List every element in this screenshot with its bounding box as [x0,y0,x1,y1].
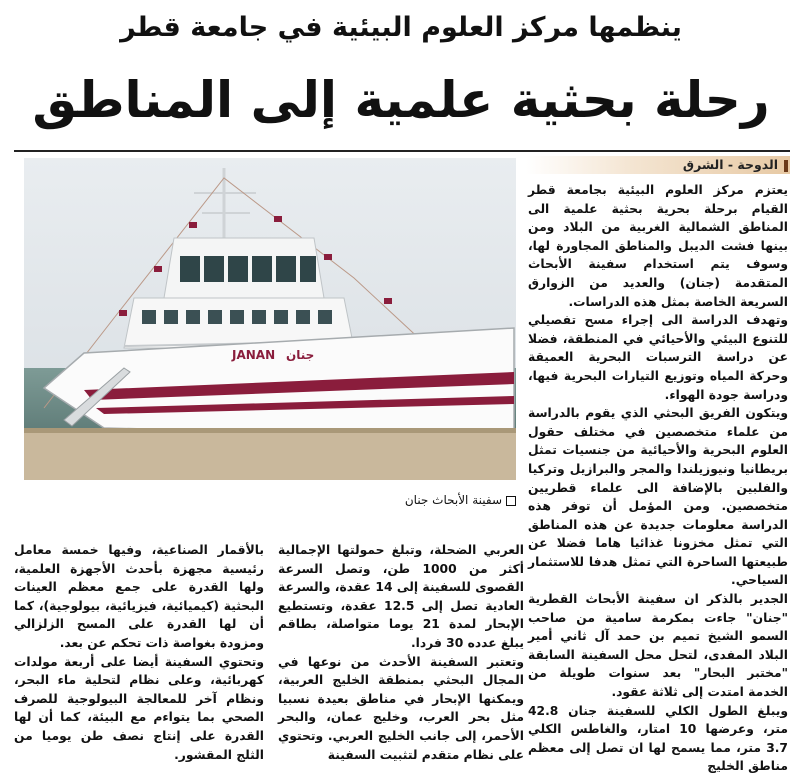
photo-caption [330,492,516,508]
paragraph: ويبلغ الطول الكلي للسفينة جنان 42.8 متر، وعرضها 10 امتار، والغاطس الكلي 3.7 متر، مما يسمح لها ان تصل إلى معظم مناطق الخليج [528,703,788,774]
paragraph: وتحتوي السفينة أيضا على أربعة مولدات كهربائية، وعلى نظام لتحلية ماء البحر، ونظام آخر للمعالجة البيولوجية للصرف الصحي بما يتواءم مع البيئة، كما أن لها القدرة على إنتاج نصف طن يوميا من الثلج المقشور. [14,654,264,762]
paragraph: وتهدف الدراسة الى إجراء مسح تفصيلي للتنوع البيئي والأحيائي في المنطقة، فضلا عن دراسة الترسبات البحرية العميقة وحركة المياه وتوزيع التيارات البحرية فيها، ودراسة جودة الهواء. [528,313,788,402]
ship-name-en: JANAN [232,348,276,362]
dateline-mark [784,160,788,172]
paragraph: العربي الضحلة، وتبلغ حمولتها الإجمالية أكثر من 1000 طن، وتصل السرعة القصوى للسفينة إلى 14 عقدة، والسرعة العادية تصل إلى 12.5 عقدة، وتستطيع الإبحار لمدة 21 يوما متواصلة، بطاقم يبلغ عدده 30 فردا. [278,543,524,650]
kicker-subtitle: ينظمها مركز العلوم البيئية في جامعة قطر [120,12,682,43]
caption-text: سفينة الأبحاث جنان [404,493,502,507]
article-column-2 [278,541,524,762]
paragraph: الجدير بالذكر ان سفينة الأبحاث القطرية "جنان" جاءت بمكرمة سامية من صاحب السمو الشيخ تميم بن حمد آل ثاني أمير البلاد المفدى، لتحل محل السفينة السابقة "مختبر البحار" بعد سنوات طويلة من الخدمة امتدت إلى ثلاثة عقود. [528,592,788,700]
dock [24,428,516,480]
article-column-3 [14,541,264,762]
headline-rule [14,150,790,152]
paragraph: ويتكون الفريق البحثي الذي يقوم بالدراسة من علماء متخصصين في مختلف حقول العلوم البحرية والأحيائية من جنسيات تمثل بريطانيا ونيوزيلندا والمجر والبرازيل وتركيا والفلبين بالإضافة الى علماء قطريين متخصصين. ومن المؤمل أن توفر هذه الدراسة معلومات جديدة عن هذه المناطق التي تمثل مخزونا غذائيا هاما فضلا عن طبيعتها الساحرة التي تمثل هدفا للاستثمار السياحي. [528,406,788,588]
paragraph: وتعتبر السفينة الأحدث من نوعها في المجال البحثي بمنطقة الخليج العربية، ويمكنها الإبحار في مناطق بعيدة نسبيا مثل بحر العرب، وخليج عمان، والبحر الأحمر، إلى جانب الخليج العربي. وتحتوي على نظام متقدم لتثبيت السفينة [278,654,524,762]
headline: رحلة بحثية علمية إلى المناطق [32,71,770,129]
paragraph: يعتزم مركز العلوم البيئية بجامعة قطر القيام برحلة بحرية بحثية علمية الى المناطق الشمالية الغربية من البلاد ومن بينها فشت الديبل والمناطق المجاورة لها، وسوف يتم استخدام سفينة الأبحاث المتقدمة (جنان) والعديد من الزوارق السريعة الخاصة بمثل هذه الدراسات. [528,183,788,309]
ship-name-ar: جنان [286,348,315,362]
dateline-text: الدوحة - الشرق [682,157,778,172]
article-column-1 [528,181,788,774]
article-photo [24,158,516,480]
research-ship-illustration [24,158,516,480]
caption-square-icon [506,496,516,506]
paragraph: بالأقمار الصناعية، وفيها خمسة معامل رئيسية مجهزة بأحدث الأجهزة العلمية، ولها القدرة على جمع معظم العينات البحثية (كيميائية، فيزيائية، بيولوجية)، كما أن لها القدرة على المسح الزلزالي ومزودة بغواصة ذات تحكم عن بعد. [14,543,264,650]
dateline [526,156,788,174]
